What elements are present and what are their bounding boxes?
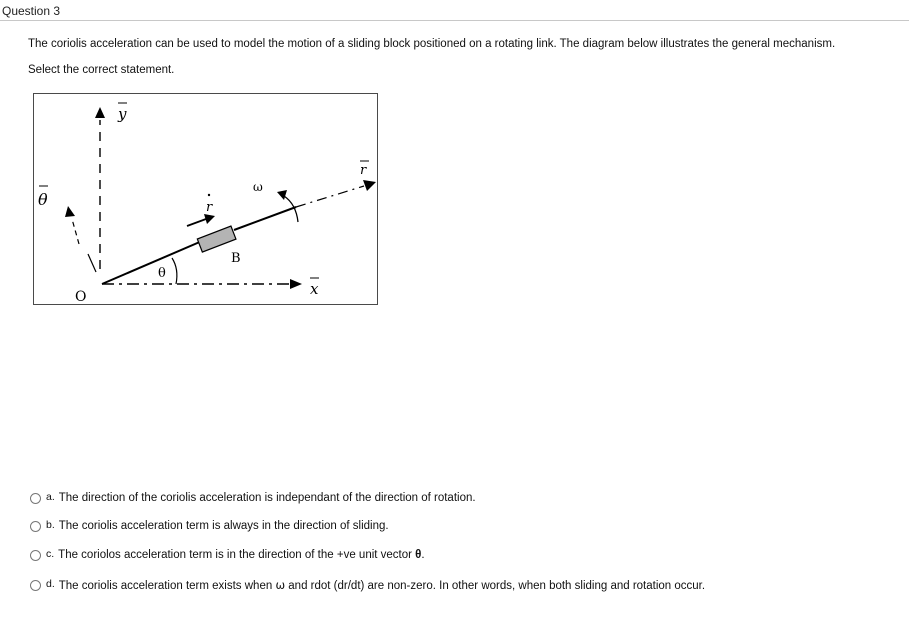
r-direction-line — [296, 186, 364, 207]
y-axis-label: y — [118, 105, 127, 123]
option-b-letter: b. — [46, 519, 55, 531]
rotating-link — [102, 241, 202, 284]
angle-arc — [172, 258, 177, 284]
radio-d[interactable] — [30, 580, 41, 591]
option-a[interactable] — [30, 490, 476, 506]
option-c-letter: c. — [46, 548, 55, 560]
option-c-text-after: . — [421, 549, 425, 561]
question-header — [0, 0, 909, 21]
theta-dot-arrow — [72, 219, 79, 244]
radio-a[interactable] — [30, 493, 41, 504]
option-d-text-before: The coriolis acceleration term exists when — [58, 580, 276, 592]
omega-arrowhead — [277, 190, 287, 200]
radio-c[interactable] — [30, 550, 41, 561]
question-intro-text: The coriolis acceleration can be used to model the motion of a sliding block positioned on a rotating link. The diagram below illustrates the general mechanism. — [28, 38, 836, 50]
r-dot-label: r — [206, 200, 213, 215]
option-a-text: The direction of the coriolis acceleration is independant of the direction of rotation. — [58, 492, 476, 504]
option-d-omega: ω — [275, 578, 286, 592]
r-direction-arrowhead — [363, 180, 376, 191]
question-title: Question 3 — [2, 4, 61, 18]
theta-dot-label: θ — [38, 190, 48, 209]
option-d-letter: d. — [46, 578, 55, 590]
angle-label: θ — [158, 266, 166, 281]
radio-b[interactable] — [30, 521, 41, 532]
theta-dot-tail — [88, 254, 96, 272]
theta-dot-arrowhead — [65, 206, 75, 217]
option-b-text: The coriolis acceleration term is always in the direction of sliding. — [58, 520, 389, 532]
option-d[interactable] — [30, 577, 705, 593]
r-dot-arrowhead — [204, 214, 215, 224]
mechanism-diagram — [33, 93, 378, 305]
x-axis-arrowhead — [290, 279, 302, 289]
r-label: r — [360, 163, 367, 178]
origin-label: O — [75, 289, 87, 305]
omega-label: ω — [253, 180, 263, 194]
x-axis-label: x — [310, 280, 319, 298]
rotating-link-outer — [234, 207, 296, 230]
question-prompt-text: Select the correct statement. — [28, 64, 175, 76]
option-d-text-after: and rdot (dr/dt) are non-zero. In other words, when both sliding and rotation occur. — [285, 580, 706, 592]
option-b[interactable] — [30, 518, 389, 534]
y-axis-arrowhead — [95, 107, 105, 118]
option-c[interactable] — [30, 547, 425, 563]
block-label: B — [231, 251, 241, 266]
r-dot-dot — [208, 194, 210, 196]
option-d-text — [59, 578, 705, 592]
option-c-text — [58, 549, 424, 561]
r-dot-arrow — [187, 219, 206, 226]
mechanism-diagram-svg — [34, 94, 379, 306]
option-c-text-before: The coriolos acceleration term is in the direction of the +ve unit vector — [58, 549, 416, 561]
option-c-theta: θ — [415, 549, 422, 561]
option-a-letter: a. — [46, 491, 55, 503]
sliding-block — [197, 226, 236, 252]
